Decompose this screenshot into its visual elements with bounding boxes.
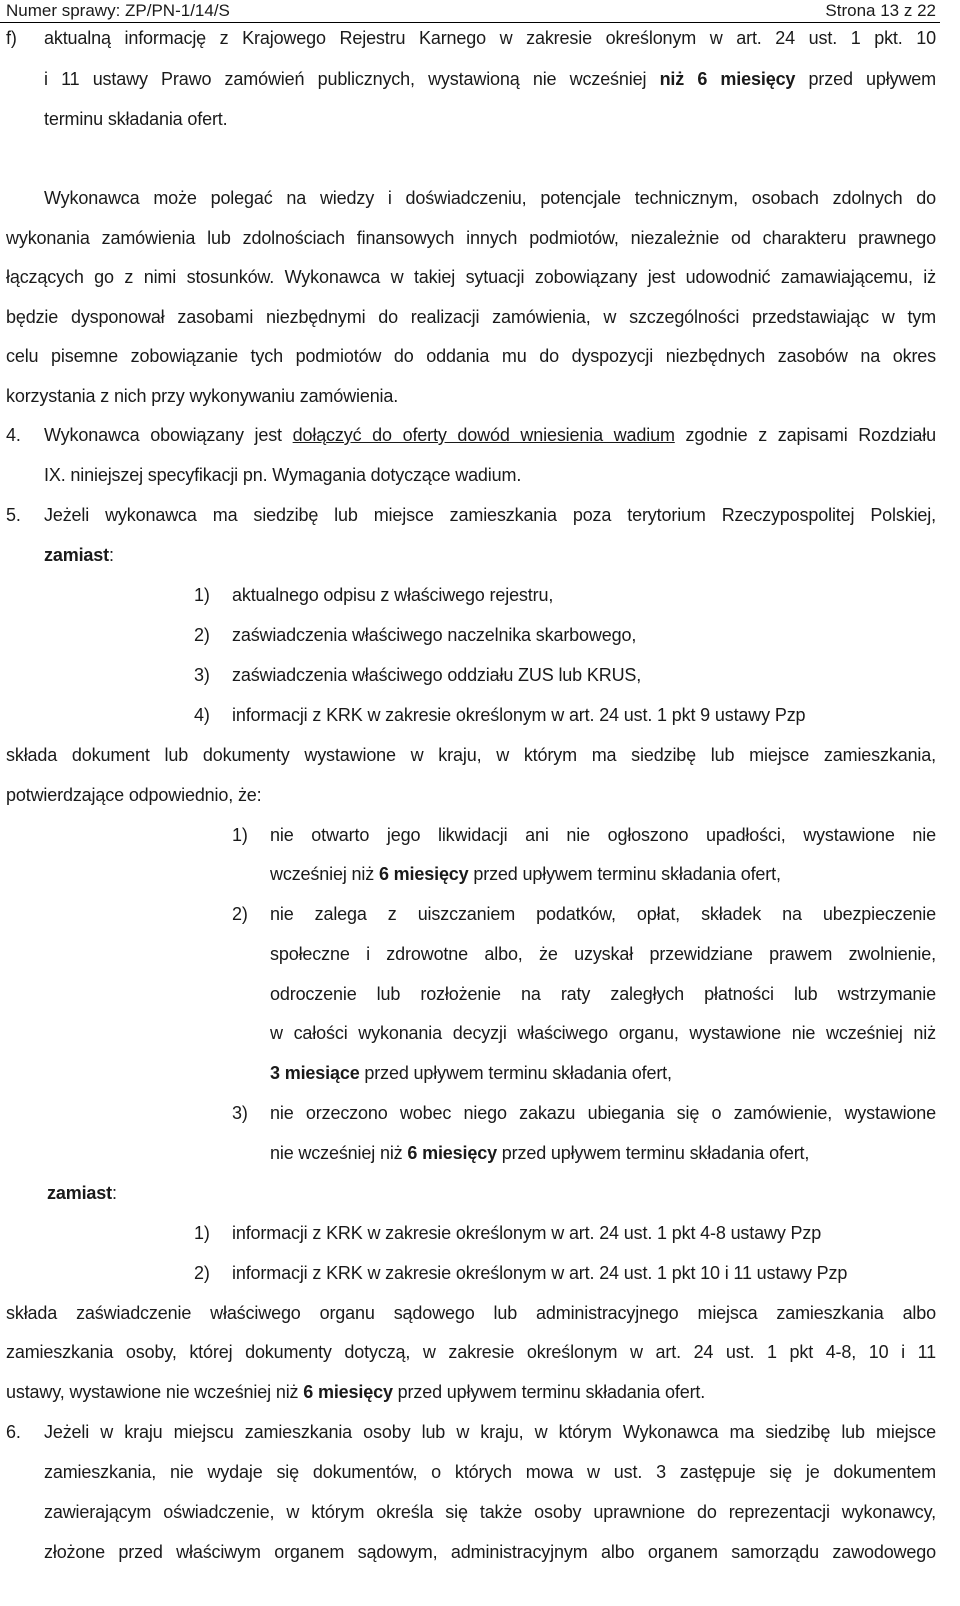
case-number: Numer sprawy: ZP/PN-1/14/S: [6, 1, 230, 20]
point6-marker: 6.: [6, 1422, 21, 1442]
list2-item2-line4: w całości wykonania decyzji właściwego organu, wystawione nie wcześniej niż: [270, 1023, 936, 1043]
list1-item3-num: 3): [194, 665, 210, 685]
zamiast-label-2: zamiast:: [47, 1183, 117, 1203]
item-f-line2: i 11 ustawy Prawo zamówień publicznych, wystawioną nie wcześniej niż 6 miesięcy przed upływem: [44, 69, 937, 89]
list1-item4: informacji z KRK w zakresie określonym w art. 24 ust. 1 pkt 9 ustawy Pzp: [232, 705, 806, 725]
point5-line1: Jeżeli wykonawca ma siedzibę lub miejsce zamieszkania poza terytorium Rzeczypospolitej Polskiej,: [44, 505, 936, 525]
list2-item1-line1: nie otwarto jego likwidacji ani nie ogłoszono upadłości, wystawione nie: [270, 825, 936, 845]
item-f-marker: f): [6, 28, 17, 48]
list2-item3-line2: nie wcześniej niż 6 miesięcy przed upływem terminu składania ofert,: [270, 1143, 810, 1163]
point6-line1: Jeżeli w kraju miejscu zamieszkania osoby lub w kraju, w którym Wykonawca ma siedzibę lub miejsce: [44, 1422, 936, 1442]
list1-item2: zaświadczenia właściwego naczelnika skarbowego,: [232, 625, 637, 645]
point4-line2: IX. niniejszej specyfikacji pn. Wymagania dotyczące wadium.: [44, 465, 522, 485]
point6-line3: zawierającym oświadczenie, w którym określa się także osoby uprawnione do reprezentacji wykonawcy,: [44, 1502, 936, 1522]
page-header: [0, 0, 940, 23]
list3-item2-num: 2): [194, 1263, 210, 1283]
point4-marker: 4.: [6, 425, 21, 445]
list2-item3-line1: nie orzeczono wobec niego zakazu ubiegania się o zamówienie, wystawione: [270, 1103, 936, 1123]
resources-line3: łączących go z nimi stosunków. Wykonawca w takiej sytuacji zobowiązany jest udowodnić zamawiającemu, iż: [6, 267, 936, 287]
resources-line1: Wykonawca może polegać na wiedzy i doświadczeniu, potencjale technicznym, osobach zdolnych do: [44, 188, 936, 208]
list2-item2-line2: społeczne i zdrowotne albo, że uzyskał przewidziane prawem zwolnienie,: [270, 944, 936, 964]
item-f-line1: aktualną informację z Krajowego Rejestru Karnego w zakresie określonym w art. 24 ust. 1 pkt. 10: [44, 28, 936, 48]
submits3-line3: ustawy, wystawione nie wcześniej niż 6 miesięcy przed upływem terminu składania ofert.: [6, 1382, 706, 1402]
resources-line4: będzie dysponował zasobami niezbędnymi do realizacji zamówienia, w szczególności przedstawiając w tym: [6, 307, 936, 327]
list1-item1: aktualnego odpisu z właściwego rejestru,: [232, 585, 554, 605]
list2-item1-line2: wcześniej niż 6 miesięcy przed upływem terminu składania ofert,: [270, 864, 781, 884]
list2-item2-line5: 3 miesiące przed upływem terminu składania ofert,: [270, 1063, 672, 1083]
list1-item3: zaświadczenia właściwego oddziału ZUS lub KRUS,: [232, 665, 642, 685]
list2-item1-num: 1): [232, 825, 248, 845]
list2-item2-num: 2): [232, 904, 248, 924]
list3-item2: informacji z KRK w zakresie określonym w art. 24 ust. 1 pkt 10 i 11 ustawy Pzp: [232, 1263, 848, 1283]
resources-line2: wykonania zamówienia lub zdolnościach finansowych innych podmiotów, niezależnie od charakteru prawnego: [6, 228, 936, 248]
zamiast-label: zamiast:: [44, 545, 114, 565]
list3-item1-num: 1): [194, 1223, 210, 1243]
resources-line6: korzystania z nich przy wykonywaniu zamówienia.: [6, 386, 399, 406]
list1-item4-num: 4): [194, 705, 210, 725]
point5-marker: 5.: [6, 505, 21, 525]
submits3-line1: składa zaświadczenie właściwego organu sądowego lub administracyjnego miejsca zamieszkania albo: [6, 1303, 936, 1323]
submits-line2: potwierdzające odpowiednio, że:: [6, 785, 262, 805]
submits3-line2: zamieszkania osoby, której dokumenty dotyczą, w zakresie określonym w art. 24 ust. 1 pkt 4-8, 10 i 11: [6, 1342, 936, 1362]
list1-item2-num: 2): [194, 625, 210, 645]
page-number: Strona 13 z 22: [825, 1, 936, 20]
list2-item3-num: 3): [232, 1103, 248, 1123]
item-f-line3: terminu składania ofert.: [44, 109, 228, 129]
list2-item2-line1: nie zalega z uiszczaniem podatków, opłat, składek na ubezpieczenie: [270, 904, 936, 924]
resources-line5: celu pisemne zobowiązanie tych podmiotów do oddania mu do dyspozycji niezbędnych zasobów na okres: [6, 346, 936, 366]
point4-line1: Wykonawca obowiązany jest dołączyć do oferty dowód wniesienia wadium zgodnie z zapisami Rozdziału: [44, 425, 936, 445]
list1-item1-num: 1): [194, 585, 210, 605]
submits-line1: składa dokument lub dokumenty wystawione w kraju, w którym ma siedzibę lub miejsce zamieszkania,: [6, 745, 936, 765]
list3-item1: informacji z KRK w zakresie określonym w art. 24 ust. 1 pkt 4-8 ustawy Pzp: [232, 1223, 822, 1243]
point6-line2: zamieszkania, nie wydaje się dokumentów, o których mowa w ust. 3 zastępuje się je dokumentem: [44, 1462, 936, 1482]
list2-item2-line3: odroczenie lub rozłożenie na raty zaległych płatności lub wstrzymanie: [270, 984, 936, 1004]
point6-line4: złożone przed właściwym organem sądowym, administracyjnym albo organem samorządu zawodowego: [44, 1542, 936, 1562]
